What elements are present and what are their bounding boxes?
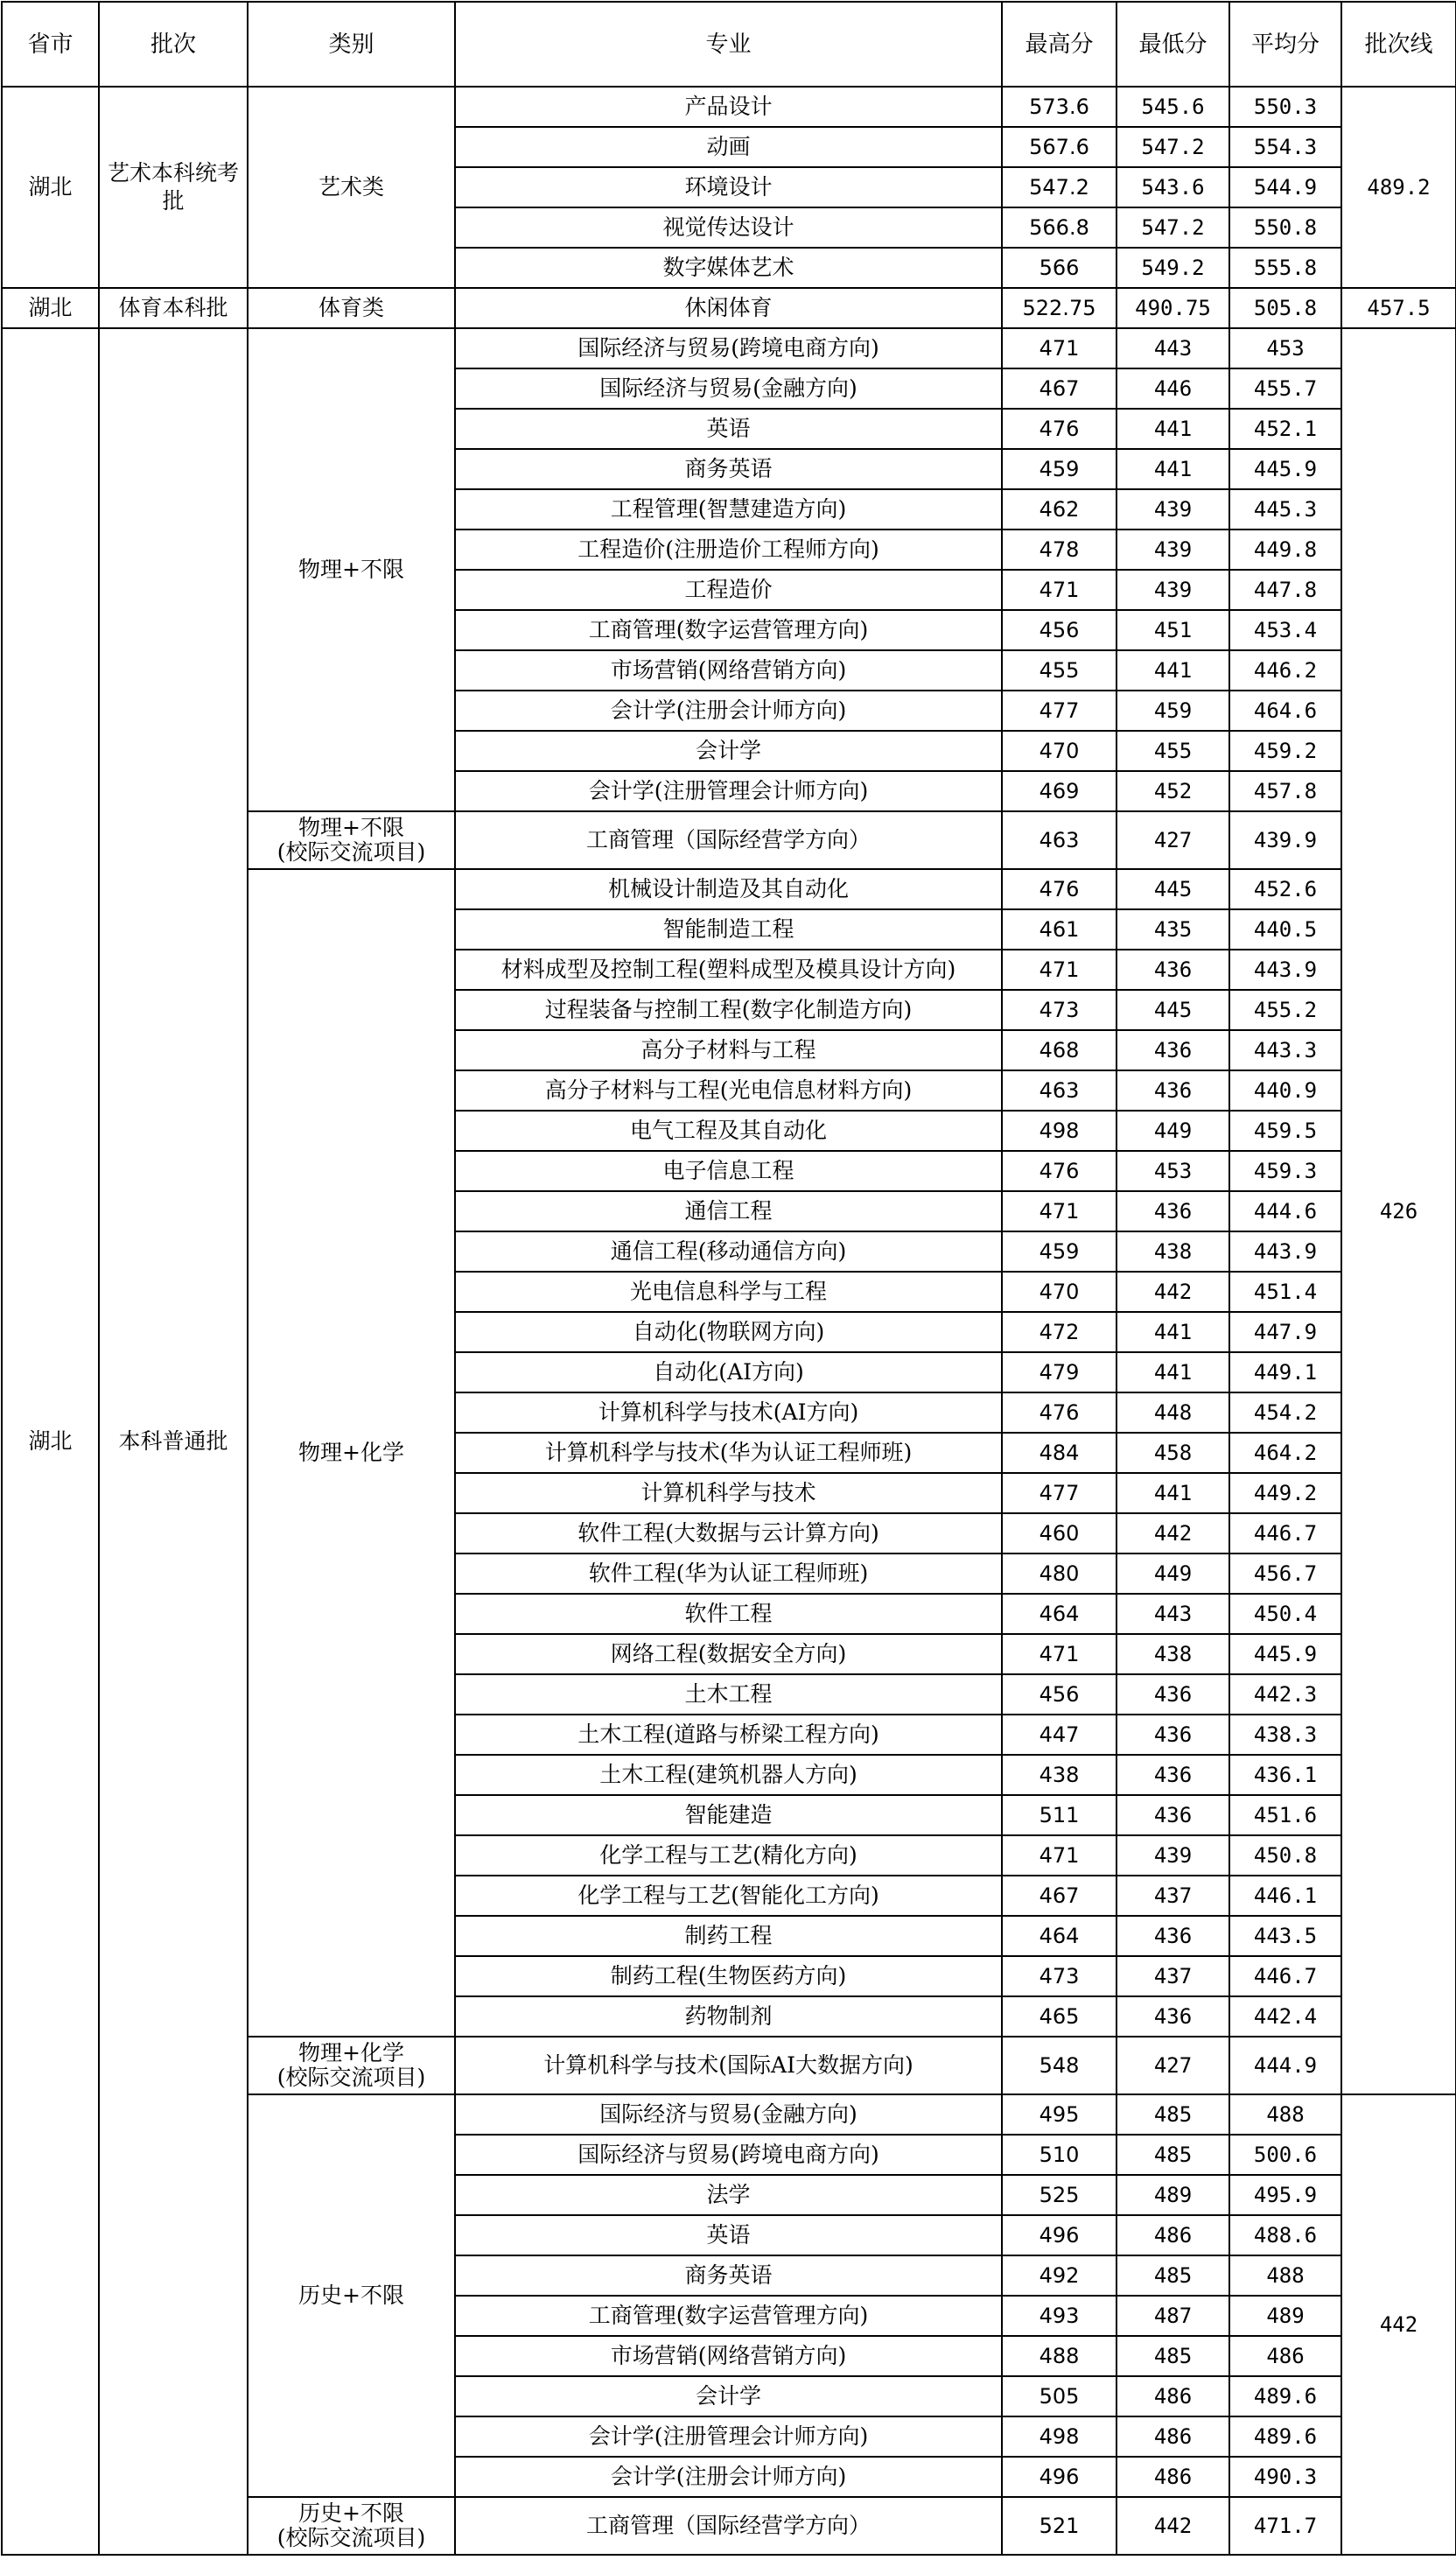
header-category: 类别 bbox=[248, 2, 455, 87]
min-score-cell: 436 bbox=[1116, 1996, 1229, 2037]
major-cell: 休闲体育 bbox=[455, 288, 1002, 328]
avg-score-cell: 445.3 bbox=[1229, 489, 1341, 530]
avg-score-cell: 453.4 bbox=[1229, 610, 1341, 650]
min-score-cell: 455 bbox=[1116, 731, 1229, 771]
max-score-cell: 496 bbox=[1002, 2457, 1116, 2497]
max-score-cell: 492 bbox=[1002, 2255, 1116, 2296]
avg-score-cell: 452.6 bbox=[1229, 869, 1341, 909]
avg-score-cell: 555.8 bbox=[1229, 248, 1341, 288]
min-score-cell: 436 bbox=[1116, 1916, 1229, 1956]
major-cell: 网络工程(数据安全方向) bbox=[455, 1634, 1002, 1674]
max-score-cell: 566.8 bbox=[1002, 207, 1116, 248]
avg-score-cell: 439.9 bbox=[1229, 811, 1341, 869]
min-score-cell: 486 bbox=[1116, 2376, 1229, 2416]
max-score-cell: 488 bbox=[1002, 2336, 1116, 2376]
min-score-cell: 490.75 bbox=[1116, 288, 1229, 328]
max-score-cell: 547.2 bbox=[1002, 167, 1116, 207]
major-cell: 化学工程与工艺(精化方向) bbox=[455, 1835, 1002, 1876]
batch-line-cell: 457.5 bbox=[1341, 288, 1456, 328]
avg-score-cell: 443.9 bbox=[1229, 950, 1341, 990]
major-cell: 会计学(注册会计师方向) bbox=[455, 691, 1002, 731]
max-score-cell: 459 bbox=[1002, 1231, 1116, 1272]
major-cell: 通信工程(移动通信方向) bbox=[455, 1231, 1002, 1272]
batch-cell: 艺术本科统考批 bbox=[99, 87, 248, 288]
avg-score-cell: 489.6 bbox=[1229, 2376, 1341, 2416]
max-score-cell: 471 bbox=[1002, 950, 1116, 990]
avg-score-cell: 442.4 bbox=[1229, 1996, 1341, 2037]
major-cell: 化学工程与工艺(智能化工方向) bbox=[455, 1876, 1002, 1916]
min-score-cell: 453 bbox=[1116, 1151, 1229, 1191]
min-score-cell: 439 bbox=[1116, 489, 1229, 530]
max-score-cell: 525 bbox=[1002, 2175, 1116, 2215]
major-cell: 国际经济与贸易(金融方向) bbox=[455, 2094, 1002, 2135]
min-score-cell: 543.6 bbox=[1116, 167, 1229, 207]
avg-score-cell: 489 bbox=[1229, 2296, 1341, 2336]
avg-score-cell: 444.9 bbox=[1229, 2037, 1341, 2094]
avg-score-cell: 438.3 bbox=[1229, 1715, 1341, 1755]
avg-score-cell: 486 bbox=[1229, 2336, 1341, 2376]
max-score-cell: 495 bbox=[1002, 2094, 1116, 2135]
min-score-cell: 485 bbox=[1116, 2135, 1229, 2175]
major-cell: 高分子材料与工程(光电信息材料方向) bbox=[455, 1070, 1002, 1111]
major-cell: 土木工程(道路与桥梁工程方向) bbox=[455, 1715, 1002, 1755]
avg-score-cell: 440.5 bbox=[1229, 909, 1341, 950]
max-score-cell: 479 bbox=[1002, 1352, 1116, 1392]
max-score-cell: 471 bbox=[1002, 570, 1116, 610]
avg-score-cell: 451.4 bbox=[1229, 1272, 1341, 1312]
category-cell: 物理+化学 (校际交流项目) bbox=[248, 2037, 455, 2094]
major-cell: 会计学(注册管理会计师方向) bbox=[455, 771, 1002, 811]
max-score-cell: 472 bbox=[1002, 1312, 1116, 1352]
min-score-cell: 427 bbox=[1116, 811, 1229, 869]
admission-score-table bbox=[1, 1, 1456, 2556]
major-cell: 智能建造 bbox=[455, 1795, 1002, 1835]
max-score-cell: 456 bbox=[1002, 610, 1116, 650]
batch-cell: 体育本科批 bbox=[99, 288, 248, 328]
max-score-cell: 484 bbox=[1002, 1433, 1116, 1473]
header-row bbox=[2, 2, 1456, 87]
max-score-cell: 463 bbox=[1002, 811, 1116, 869]
major-cell: 市场营销(网络营销方向) bbox=[455, 650, 1002, 691]
avg-score-cell: 459.2 bbox=[1229, 731, 1341, 771]
max-score-cell: 573.6 bbox=[1002, 87, 1116, 127]
min-score-cell: 545.6 bbox=[1116, 87, 1229, 127]
min-score-cell: 437 bbox=[1116, 1956, 1229, 1996]
avg-score-cell: 488 bbox=[1229, 2255, 1341, 2296]
min-score-cell: 436 bbox=[1116, 1191, 1229, 1231]
major-cell: 商务英语 bbox=[455, 2255, 1002, 2296]
max-score-cell: 477 bbox=[1002, 1473, 1116, 1513]
min-score-cell: 441 bbox=[1116, 449, 1229, 489]
avg-score-cell: 456.7 bbox=[1229, 1554, 1341, 1594]
min-score-cell: 446 bbox=[1116, 368, 1229, 409]
min-score-cell: 458 bbox=[1116, 1433, 1229, 1473]
avg-score-cell: 454.2 bbox=[1229, 1392, 1341, 1433]
max-score-cell: 473 bbox=[1002, 1956, 1116, 1996]
avg-score-cell: 449.2 bbox=[1229, 1473, 1341, 1513]
max-score-cell: 567.6 bbox=[1002, 127, 1116, 167]
max-score-cell: 496 bbox=[1002, 2215, 1116, 2255]
min-score-cell: 549.2 bbox=[1116, 248, 1229, 288]
major-cell: 光电信息科学与工程 bbox=[455, 1272, 1002, 1312]
min-score-cell: 441 bbox=[1116, 1352, 1229, 1392]
avg-score-cell: 459.3 bbox=[1229, 1151, 1341, 1191]
min-score-cell: 427 bbox=[1116, 2037, 1229, 2094]
major-cell: 机械设计制造及其自动化 bbox=[455, 869, 1002, 909]
min-score-cell: 547.2 bbox=[1116, 207, 1229, 248]
min-score-cell: 485 bbox=[1116, 2336, 1229, 2376]
min-score-cell: 486 bbox=[1116, 2416, 1229, 2457]
major-cell: 计算机科学与技术 bbox=[455, 1473, 1002, 1513]
min-score-cell: 441 bbox=[1116, 650, 1229, 691]
max-score-cell: 477 bbox=[1002, 691, 1116, 731]
avg-score-cell: 554.3 bbox=[1229, 127, 1341, 167]
max-score-cell: 493 bbox=[1002, 2296, 1116, 2336]
avg-score-cell: 450.4 bbox=[1229, 1594, 1341, 1634]
avg-score-cell: 446.7 bbox=[1229, 1956, 1341, 1996]
min-score-cell: 485 bbox=[1116, 2255, 1229, 2296]
major-cell: 工商管理（国际经营学方向） bbox=[455, 811, 1002, 869]
max-score-cell: 464 bbox=[1002, 1916, 1116, 1956]
batch-line-cell: 426 bbox=[1341, 328, 1456, 2094]
avg-score-cell: 445.9 bbox=[1229, 1634, 1341, 1674]
min-score-cell: 443 bbox=[1116, 328, 1229, 368]
major-cell: 工程造价 bbox=[455, 570, 1002, 610]
max-score-cell: 463 bbox=[1002, 1070, 1116, 1111]
max-score-cell: 476 bbox=[1002, 409, 1116, 449]
major-cell: 环境设计 bbox=[455, 167, 1002, 207]
avg-score-cell: 449.8 bbox=[1229, 530, 1341, 570]
table-row bbox=[2, 328, 1456, 368]
min-score-cell: 448 bbox=[1116, 1392, 1229, 1433]
avg-score-cell: 550.8 bbox=[1229, 207, 1341, 248]
avg-score-cell: 500.6 bbox=[1229, 2135, 1341, 2175]
major-cell: 计算机科学与技术(AI方向) bbox=[455, 1392, 1002, 1433]
min-score-cell: 439 bbox=[1116, 530, 1229, 570]
major-cell: 计算机科学与技术(国际AI大数据方向) bbox=[455, 2037, 1002, 2094]
major-cell: 材料成型及控制工程(塑料成型及模具设计方向) bbox=[455, 950, 1002, 990]
avg-score-cell: 445.9 bbox=[1229, 449, 1341, 489]
header-batch: 批次 bbox=[99, 2, 248, 87]
min-score-cell: 442 bbox=[1116, 2497, 1229, 2555]
max-score-cell: 473 bbox=[1002, 990, 1116, 1030]
major-cell: 电子信息工程 bbox=[455, 1151, 1002, 1191]
avg-score-cell: 457.8 bbox=[1229, 771, 1341, 811]
avg-score-cell: 447.8 bbox=[1229, 570, 1341, 610]
min-score-cell: 486 bbox=[1116, 2215, 1229, 2255]
min-score-cell: 439 bbox=[1116, 1835, 1229, 1876]
category-cell: 物理+化学 bbox=[248, 869, 455, 2037]
category-cell: 艺术类 bbox=[248, 87, 455, 288]
avg-score-cell: 471.7 bbox=[1229, 2497, 1341, 2555]
min-score-cell: 445 bbox=[1116, 990, 1229, 1030]
category-cell: 物理+不限 (校际交流项目) bbox=[248, 811, 455, 869]
max-score-cell: 471 bbox=[1002, 328, 1116, 368]
max-score-cell: 476 bbox=[1002, 1151, 1116, 1191]
max-score-cell: 480 bbox=[1002, 1554, 1116, 1594]
avg-score-cell: 442.3 bbox=[1229, 1674, 1341, 1715]
category-cell: 历史+不限 bbox=[248, 2094, 455, 2497]
max-score-cell: 548 bbox=[1002, 2037, 1116, 2094]
min-score-cell: 436 bbox=[1116, 1755, 1229, 1795]
table-row bbox=[2, 87, 1456, 127]
avg-score-cell: 544.9 bbox=[1229, 167, 1341, 207]
max-score-cell: 471 bbox=[1002, 1835, 1116, 1876]
min-score-cell: 436 bbox=[1116, 1795, 1229, 1835]
min-score-cell: 436 bbox=[1116, 1674, 1229, 1715]
avg-score-cell: 446.2 bbox=[1229, 650, 1341, 691]
min-score-cell: 547.2 bbox=[1116, 127, 1229, 167]
major-cell: 通信工程 bbox=[455, 1191, 1002, 1231]
avg-score-cell: 443.5 bbox=[1229, 1916, 1341, 1956]
avg-score-cell: 444.6 bbox=[1229, 1191, 1341, 1231]
min-score-cell: 438 bbox=[1116, 1634, 1229, 1674]
avg-score-cell: 452.1 bbox=[1229, 409, 1341, 449]
major-cell: 制药工程 bbox=[455, 1916, 1002, 1956]
min-score-cell: 435 bbox=[1116, 909, 1229, 950]
major-cell: 商务英语 bbox=[455, 449, 1002, 489]
avg-score-cell: 464.6 bbox=[1229, 691, 1341, 731]
max-score-cell: 461 bbox=[1002, 909, 1116, 950]
max-score-cell: 469 bbox=[1002, 771, 1116, 811]
max-score-cell: 478 bbox=[1002, 530, 1116, 570]
header-major: 专业 bbox=[455, 2, 1002, 87]
min-score-cell: 436 bbox=[1116, 1030, 1229, 1070]
avg-score-cell: 495.9 bbox=[1229, 2175, 1341, 2215]
category-cell: 历史+不限 (校际交流项目) bbox=[248, 2497, 455, 2555]
avg-score-cell: 449.1 bbox=[1229, 1352, 1341, 1392]
avg-score-cell: 447.9 bbox=[1229, 1312, 1341, 1352]
major-cell: 会计学(注册会计师方向) bbox=[455, 2457, 1002, 2497]
major-cell: 英语 bbox=[455, 409, 1002, 449]
min-score-cell: 486 bbox=[1116, 2457, 1229, 2497]
major-cell: 工商管理(数字运营管理方向) bbox=[455, 2296, 1002, 2336]
category-cell: 物理+不限 bbox=[248, 328, 455, 811]
min-score-cell: 441 bbox=[1116, 409, 1229, 449]
major-cell: 国际经济与贸易(跨境电商方向) bbox=[455, 2135, 1002, 2175]
major-cell: 会计学 bbox=[455, 2376, 1002, 2416]
major-cell: 电气工程及其自动化 bbox=[455, 1111, 1002, 1151]
max-score-cell: 467 bbox=[1002, 1876, 1116, 1916]
min-score-cell: 485 bbox=[1116, 2094, 1229, 2135]
major-cell: 数字媒体艺术 bbox=[455, 248, 1002, 288]
major-cell: 过程装备与控制工程(数字化制造方向) bbox=[455, 990, 1002, 1030]
max-score-cell: 566 bbox=[1002, 248, 1116, 288]
major-cell: 高分子材料与工程 bbox=[455, 1030, 1002, 1070]
min-score-cell: 443 bbox=[1116, 1594, 1229, 1634]
major-cell: 药物制剂 bbox=[455, 1996, 1002, 2037]
max-score-cell: 498 bbox=[1002, 1111, 1116, 1151]
max-score-cell: 459 bbox=[1002, 449, 1116, 489]
min-score-cell: 436 bbox=[1116, 1070, 1229, 1111]
max-score-cell: 460 bbox=[1002, 1513, 1116, 1554]
max-score-cell: 476 bbox=[1002, 1392, 1116, 1433]
min-score-cell: 437 bbox=[1116, 1876, 1229, 1916]
avg-score-cell: 550.3 bbox=[1229, 87, 1341, 127]
batch-cell: 本科普通批 bbox=[99, 328, 248, 2555]
avg-score-cell: 455.2 bbox=[1229, 990, 1341, 1030]
batch-line-cell: 442 bbox=[1341, 2094, 1456, 2555]
province-cell: 湖北 bbox=[2, 288, 99, 328]
province-cell: 湖北 bbox=[2, 328, 99, 2555]
max-score-cell: 522.75 bbox=[1002, 288, 1116, 328]
max-score-cell: 505 bbox=[1002, 2376, 1116, 2416]
major-cell: 软件工程(华为认证工程师班) bbox=[455, 1554, 1002, 1594]
min-score-cell: 452 bbox=[1116, 771, 1229, 811]
major-cell: 土木工程(建筑机器人方向) bbox=[455, 1755, 1002, 1795]
max-score-cell: 464 bbox=[1002, 1594, 1116, 1634]
min-score-cell: 442 bbox=[1116, 1272, 1229, 1312]
max-score-cell: 511 bbox=[1002, 1795, 1116, 1835]
min-score-cell: 436 bbox=[1116, 1715, 1229, 1755]
avg-score-cell: 459.5 bbox=[1229, 1111, 1341, 1151]
avg-score-cell: 451.6 bbox=[1229, 1795, 1341, 1835]
batch-line-cell: 489.2 bbox=[1341, 87, 1456, 288]
avg-score-cell: 490.3 bbox=[1229, 2457, 1341, 2497]
avg-score-cell: 443.9 bbox=[1229, 1231, 1341, 1272]
category-cell: 体育类 bbox=[248, 288, 455, 328]
min-score-cell: 442 bbox=[1116, 1513, 1229, 1554]
header-min-score: 最低分 bbox=[1116, 2, 1229, 87]
max-score-cell: 465 bbox=[1002, 1996, 1116, 2037]
avg-score-cell: 453 bbox=[1229, 328, 1341, 368]
min-score-cell: 438 bbox=[1116, 1231, 1229, 1272]
min-score-cell: 451 bbox=[1116, 610, 1229, 650]
avg-score-cell: 505.8 bbox=[1229, 288, 1341, 328]
major-cell: 会计学 bbox=[455, 731, 1002, 771]
major-cell: 市场营销(网络营销方向) bbox=[455, 2336, 1002, 2376]
max-score-cell: 471 bbox=[1002, 1634, 1116, 1674]
table-body bbox=[2, 87, 1456, 2555]
major-cell: 法学 bbox=[455, 2175, 1002, 2215]
min-score-cell: 459 bbox=[1116, 691, 1229, 731]
min-score-cell: 436 bbox=[1116, 950, 1229, 990]
max-score-cell: 521 bbox=[1002, 2497, 1116, 2555]
min-score-cell: 441 bbox=[1116, 1312, 1229, 1352]
major-cell: 自动化(AI方向) bbox=[455, 1352, 1002, 1392]
max-score-cell: 468 bbox=[1002, 1030, 1116, 1070]
avg-score-cell: 446.7 bbox=[1229, 1513, 1341, 1554]
header-avg-score: 平均分 bbox=[1229, 2, 1341, 87]
major-cell: 动画 bbox=[455, 127, 1002, 167]
avg-score-cell: 450.8 bbox=[1229, 1835, 1341, 1876]
max-score-cell: 470 bbox=[1002, 1272, 1116, 1312]
avg-score-cell: 446.1 bbox=[1229, 1876, 1341, 1916]
avg-score-cell: 489.6 bbox=[1229, 2416, 1341, 2457]
table-row bbox=[2, 288, 1456, 328]
max-score-cell: 455 bbox=[1002, 650, 1116, 691]
avg-score-cell: 440.9 bbox=[1229, 1070, 1341, 1111]
major-cell: 国际经济与贸易(金融方向) bbox=[455, 368, 1002, 409]
major-cell: 国际经济与贸易(跨境电商方向) bbox=[455, 328, 1002, 368]
major-cell: 智能制造工程 bbox=[455, 909, 1002, 950]
major-cell: 土木工程 bbox=[455, 1674, 1002, 1715]
major-cell: 英语 bbox=[455, 2215, 1002, 2255]
min-score-cell: 439 bbox=[1116, 570, 1229, 610]
major-cell: 工程造价(注册造价工程师方向) bbox=[455, 530, 1002, 570]
max-score-cell: 510 bbox=[1002, 2135, 1116, 2175]
avg-score-cell: 464.2 bbox=[1229, 1433, 1341, 1473]
max-score-cell: 498 bbox=[1002, 2416, 1116, 2457]
max-score-cell: 476 bbox=[1002, 869, 1116, 909]
province-cell: 湖北 bbox=[2, 87, 99, 288]
major-cell: 自动化(物联网方向) bbox=[455, 1312, 1002, 1352]
min-score-cell: 489 bbox=[1116, 2175, 1229, 2215]
major-cell: 视觉传达设计 bbox=[455, 207, 1002, 248]
header-province: 省市 bbox=[2, 2, 99, 87]
major-cell: 工商管理（国际经营学方向） bbox=[455, 2497, 1002, 2555]
max-score-cell: 447 bbox=[1002, 1715, 1116, 1755]
major-cell: 会计学(注册管理会计师方向) bbox=[455, 2416, 1002, 2457]
header-max-score: 最高分 bbox=[1002, 2, 1116, 87]
major-cell: 工程管理(智慧建造方向) bbox=[455, 489, 1002, 530]
major-cell: 软件工程 bbox=[455, 1594, 1002, 1634]
major-cell: 计算机科学与技术(华为认证工程师班) bbox=[455, 1433, 1002, 1473]
min-score-cell: 487 bbox=[1116, 2296, 1229, 2336]
major-cell: 工商管理(数字运营管理方向) bbox=[455, 610, 1002, 650]
max-score-cell: 467 bbox=[1002, 368, 1116, 409]
min-score-cell: 445 bbox=[1116, 869, 1229, 909]
max-score-cell: 470 bbox=[1002, 731, 1116, 771]
min-score-cell: 441 bbox=[1116, 1473, 1229, 1513]
min-score-cell: 449 bbox=[1116, 1111, 1229, 1151]
max-score-cell: 462 bbox=[1002, 489, 1116, 530]
major-cell: 产品设计 bbox=[455, 87, 1002, 127]
avg-score-cell: 488 bbox=[1229, 2094, 1341, 2135]
avg-score-cell: 443.3 bbox=[1229, 1030, 1341, 1070]
major-cell: 软件工程(大数据与云计算方向) bbox=[455, 1513, 1002, 1554]
max-score-cell: 438 bbox=[1002, 1755, 1116, 1795]
avg-score-cell: 436.1 bbox=[1229, 1755, 1341, 1795]
max-score-cell: 456 bbox=[1002, 1674, 1116, 1715]
max-score-cell: 471 bbox=[1002, 1191, 1116, 1231]
major-cell: 制药工程(生物医药方向) bbox=[455, 1956, 1002, 1996]
header-batch-line: 批次线 bbox=[1341, 2, 1456, 87]
avg-score-cell: 488.6 bbox=[1229, 2215, 1341, 2255]
avg-score-cell: 455.7 bbox=[1229, 368, 1341, 409]
min-score-cell: 449 bbox=[1116, 1554, 1229, 1594]
